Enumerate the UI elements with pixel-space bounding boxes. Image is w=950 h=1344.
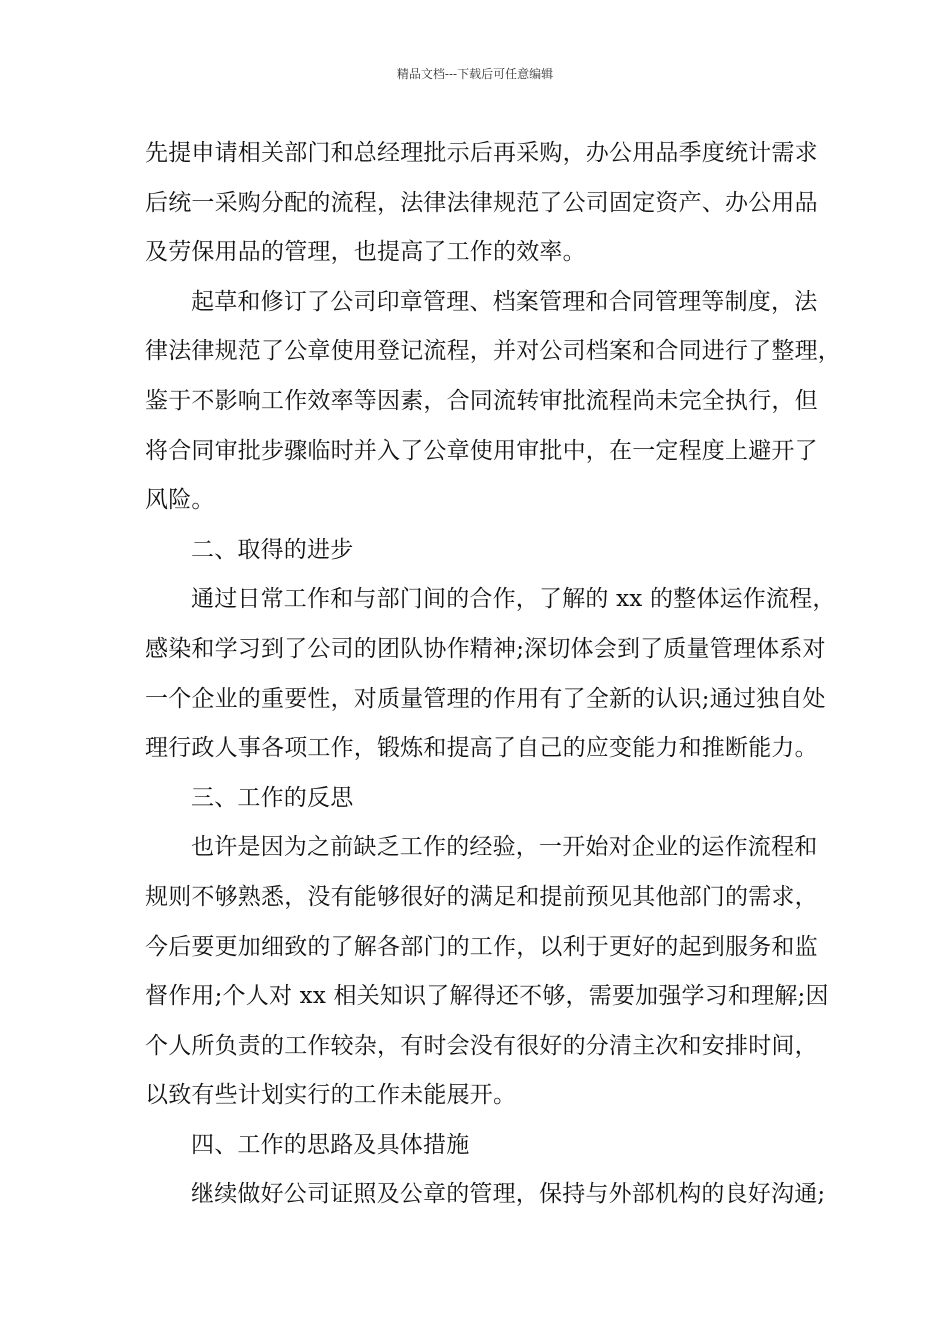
text-line: 鉴于不影响工作效率等因素，合同流转审批流程尚未完全执行，但 xyxy=(145,387,818,414)
text-line: 一个企业的重要性，对质量管理的作用有了全新的认识;通过独自处 xyxy=(145,685,826,712)
text-line: 通过日常工作和与部门间的合作，了解的 xx 的整体运作流程， xyxy=(191,586,836,613)
paragraph-reflection xyxy=(145,823,829,1121)
paragraph-seal-management xyxy=(145,278,841,526)
section-heading-measures xyxy=(145,1121,810,1171)
paragraph-measures xyxy=(145,1170,826,1220)
section-heading-progress xyxy=(145,526,810,576)
paragraph-progress xyxy=(145,575,836,773)
text-line: 先提申请相关部门和总经理批示后再采购，办公用品季度统计需求 xyxy=(145,140,818,166)
text-line: 以致有些计划实行的工作未能展开。 xyxy=(145,1082,517,1109)
section-heading: 三、工作的反思 xyxy=(191,784,354,811)
page-header: 精品文档---下载后可任意编辑 xyxy=(396,67,554,81)
document-body xyxy=(145,129,841,1220)
text-line: 风险。 xyxy=(145,487,215,514)
text-line: 将合同审批步骤临时并入了公章使用审批中，在一定程度上避开了 xyxy=(145,437,818,464)
paragraph-procurement xyxy=(145,129,818,278)
section-heading: 四、工作的思路及具体措施 xyxy=(191,1131,470,1158)
text-line: 督作用;个人对 xx 相关知识了解得还不够，需要加强学习和理解;因 xyxy=(145,983,829,1010)
text-line: 理行政人事各项工作，锻炼和提高了自己的应变能力和推断能力。 xyxy=(145,735,818,762)
text-line: 个人所负责的工作较杂，有时会没有很好的分清主次和安排时间， xyxy=(145,1032,818,1059)
text-line: 今后要更加细致的了解各部门的工作，以利于更好的起到服务和监 xyxy=(145,933,818,960)
text-line: 后统一采购分配的流程，法律法律规范了公司固定资产、办公用品 xyxy=(145,189,818,216)
text-line: 也许是因为之前缺乏工作的经验，一开始对企业的运作流程和 xyxy=(191,834,818,861)
text-line: 规则不够熟悉，没有能够很好的满足和提前预见其他部门的需求， xyxy=(145,883,818,910)
text-line: 律法律规范了公章使用登记流程，并对公司档案和合同进行了整理， xyxy=(145,338,841,365)
section-heading-reflection xyxy=(145,774,810,824)
text-line: 起草和修订了公司印章管理、档案管理和合同管理等制度，法 xyxy=(191,288,818,315)
section-heading: 二、取得的进步 xyxy=(191,536,354,563)
text-line: 及劳保用品的管理，也提高了工作的效率。 xyxy=(145,239,586,266)
text-line: 感染和学习到了公司的团队协作精神;深切体会到了质量管理体系对 xyxy=(145,635,826,662)
text-line: 继续做好公司证照及公章的管理，保持与外部机构的良好沟通; xyxy=(191,1181,826,1208)
